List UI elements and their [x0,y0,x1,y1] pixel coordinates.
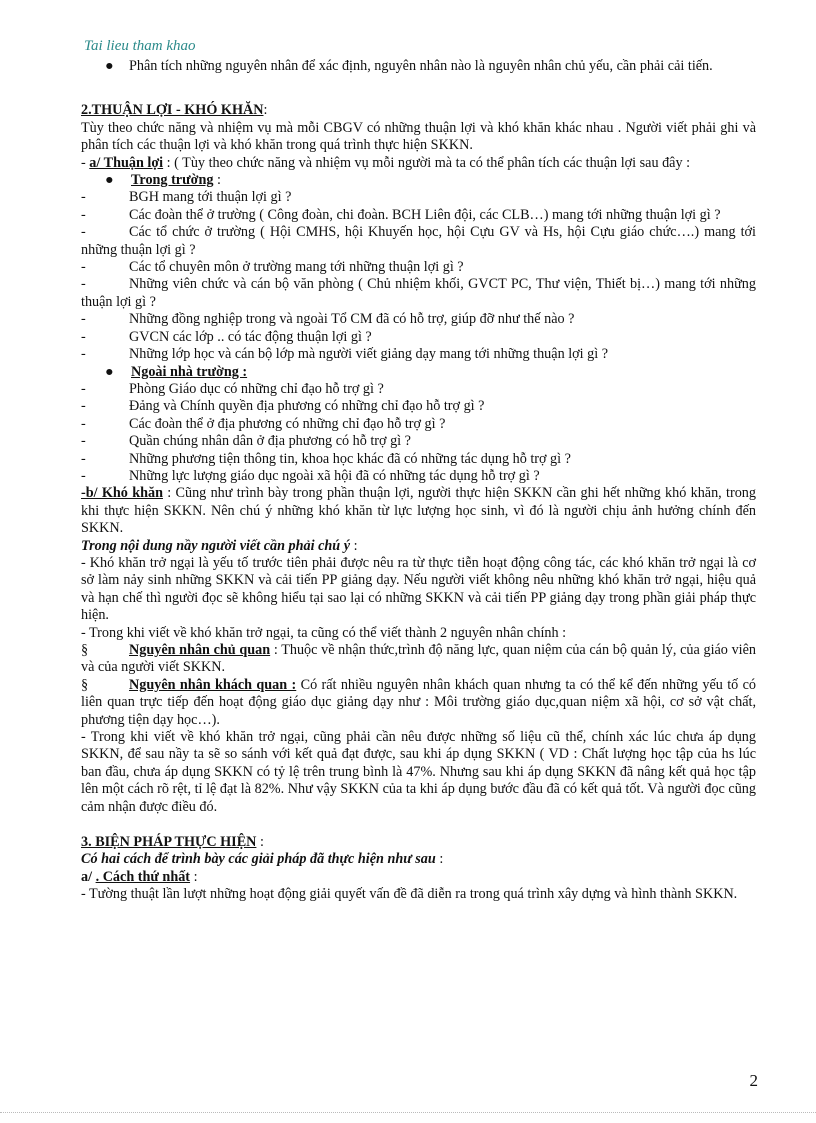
list-item: - BGH mang tới thuận lợi gì ? [81,189,292,206]
list-item: - GVCN các lớp .. có tác động thuận lợi gì ? [81,328,372,345]
list-item: - Các đoàn thể ở trường ( Công đoàn, chi đoàn. BCH Liên đội, các CLB…) mang tới những thuận lợi gì ? [81,206,721,223]
a-label: a/ Thuận lợi [89,154,164,171]
section2-intro: Tùy theo chức năng và nhiệm vụ mà mỗi CBGV có những thuận lợi và khó khăn khác nhau . Người viết phải ghi và phân tích các thuận lợi và khó khăn trong quá trình thực hiện SKKN. [81,119,756,154]
bullet-icon: ● [105,58,114,74]
objective-cause: § Nguyên nhân khách quan : Có rất nhiều nguyên nhân khách quan nhưng ta có thể kể đến những yếu tố có liên quan trực tiếp đến hoạt động giáo dục giảng dạy như : Môi trường giáo dục,quan niệm xã hội, cơ sở vật chất, phương tiện dạy học…). [81,676,756,728]
a-prefix: - [81,154,90,171]
list-item: - Quần chúng nhân dân ở địa phương có hỗ trợ gì ? [81,433,411,450]
out-school-list [81,381,756,485]
section-mark-icon: § [81,642,89,658]
in-school-heading [81,172,756,189]
in-school-label: Trong trường [131,172,214,189]
b-label: -b/ Khó khăn [81,485,163,502]
section3-a-text: - Tường thuật lần lượt những hoạt động giải quyết vấn đề đã diễn ra trong quá trình xây dựng và hình thành SKKN. [81,886,738,903]
footer-divider [0,1112,816,1113]
out-school-label: Ngoài nhà trường : [131,363,248,380]
section2-b-paragraph [81,485,756,537]
a-text: : ( Tùy theo chức năng và nhiệm vụ mỗi người mà ta có thể phân tích các thuận lợi sau đây : [163,154,691,171]
list-item: - Các đoàn thể ở địa phương có những chỉ đạo hỗ trợ gì ? [81,415,446,432]
b-text: : Cũng như trình bày trong phần thuận lợi, người thực hiện SKKN cần ghi hết những khó khăn, trong khi thực hiện SKKN. Nên chú ý những khó khăn từ lực lượng học sinh, vì đó là người chịu ảnh hưởng chính đến SKKN. [81,485,756,537]
subjective-cause: § Nguyên nhân chủ quan : Thuộc về nhận thức,trình độ năng lực, quan niệm của cán bộ quản lý, của giáo viên và của người viết SKKN. [81,642,757,676]
list-item: - Các tổ chuyên môn ở trường mang tới những thuận lợi gì ? [81,259,464,276]
bullet-icon: ● [105,363,114,380]
list-item: - Những phương tiện thông tin, khoa học khác đã có những tác dụng hỗ trợ gì ? [81,450,571,467]
list-item: - Những lớp học và cán bộ lớp mà người viết giảng dạy mang tới những thuận lợi gì ? [81,346,609,363]
note-heading: Trong nội dung nầy người viết cần phải chú ý : [81,537,358,554]
in-school-list [81,189,756,363]
section2-heading [81,102,756,119]
page-number: 2 [749,1071,758,1090]
out-school-heading [81,364,756,381]
section2-title: 2.THUẬN LỢI - KHÓ KHĂN [81,102,264,119]
section-mark-icon: § [81,676,89,693]
bullet-icon: ● [105,172,114,189]
section3-intro: Có hai cách để trình bày các giải pháp đã thực hiện như sau : [81,851,444,868]
document-body [81,58,756,904]
intro-bullet-text: Phân tích những nguyên nhân để xác định, nguyên nhân nào là nguyên nhân chủ yếu, cần phải cải tiến. [129,58,713,74]
running-header: Tai lieu tham khao [84,38,196,54]
intro-bullet [81,58,756,75]
list-item: - Những lực lượng giáo dục ngoài xã hội đã có những tác dụng hỗ trợ gì ? [81,467,540,484]
list-item: - Đảng và Chính quyền địa phương có những chỉ đạo hỗ trợ gì ? [81,398,485,415]
list-item: - Phòng Giáo dục có những chỉ đạo hỗ trợ gì ? [81,380,384,397]
note-paragraph-2: - Trong khi viết về khó khăn trở ngại, ta cũng có thể viết thành 2 nguyên nhân chính : [81,624,567,641]
section2-a-paragraph [81,155,756,172]
list-item: - Những viên chức và cán bộ văn phòng ( Chủ nhiệm khối, GVCT PC, Thư viện, Thiết bị…) mang tới những thuận lợi gì ? [81,276,756,310]
note-paragraph-3: - Trong khi viết về khó khăn trở ngại, cũng phải cần nêu được những số liệu cũ thể, chính xác lúc chưa áp dụng SKKN, để sau nầy ta sẽ so sánh với kết quả đạt được, sau khi áp dụng SKKN ( VD : Chất lượng học tập của hs lúc ban đầu, chưa áp dụng SKKN có tỷ lệ trên trung bình là 47%. Nhưng sau khi áp dụng SKKN đã nâng kết quả học tập lên một cách rõ rệt, tỉ lệ đạt là 82%. Như vậy SKKN của ta khi áp dụng bước đầu đã có kết quả tốt. Và người đọc cũng cảm nhận được điều đó. [81,729,756,815]
list-item: - Những đồng nghiệp trong và ngoài Tổ CM đã có hỗ trợ, giúp đỡ như thế nào ? [81,311,575,328]
note-paragraph-1: - Khó khăn trở ngại là yếu tố trước tiên phải được nêu ra từ thực tiễn hoạt động công tác, các khó khăn trở ngại là cơ sở làm nảy sinh những SKKN và cải tiến PP giảng dạy. Nếu người viết không nêu những khó khăn trở ngại, hiệu quả và hạn chế thì người đọc sẽ không hiểu tại sao lại có những SKKN và cải tiến PP giảng dạy trong phần giải pháp thực hiện. [81,554,756,624]
section2-title-suffix: : [263,102,268,119]
in-school-suffix: : [213,172,221,189]
section3-heading: 3. BIỆN PHÁP THỰC HIỆN : [81,834,264,851]
list-item: - Các tổ chức ở trường ( Hội CMHS, hội Khuyến học, hội Cựu GV và Hs, hội Cựu giáo chức….) mang tới những thuận lợi gì ? [81,224,756,258]
section3-a-heading: a/ . Cách thứ nhất : [81,868,198,885]
section3-title: 3. BIỆN PHÁP THỰC HIỆN [81,834,257,851]
